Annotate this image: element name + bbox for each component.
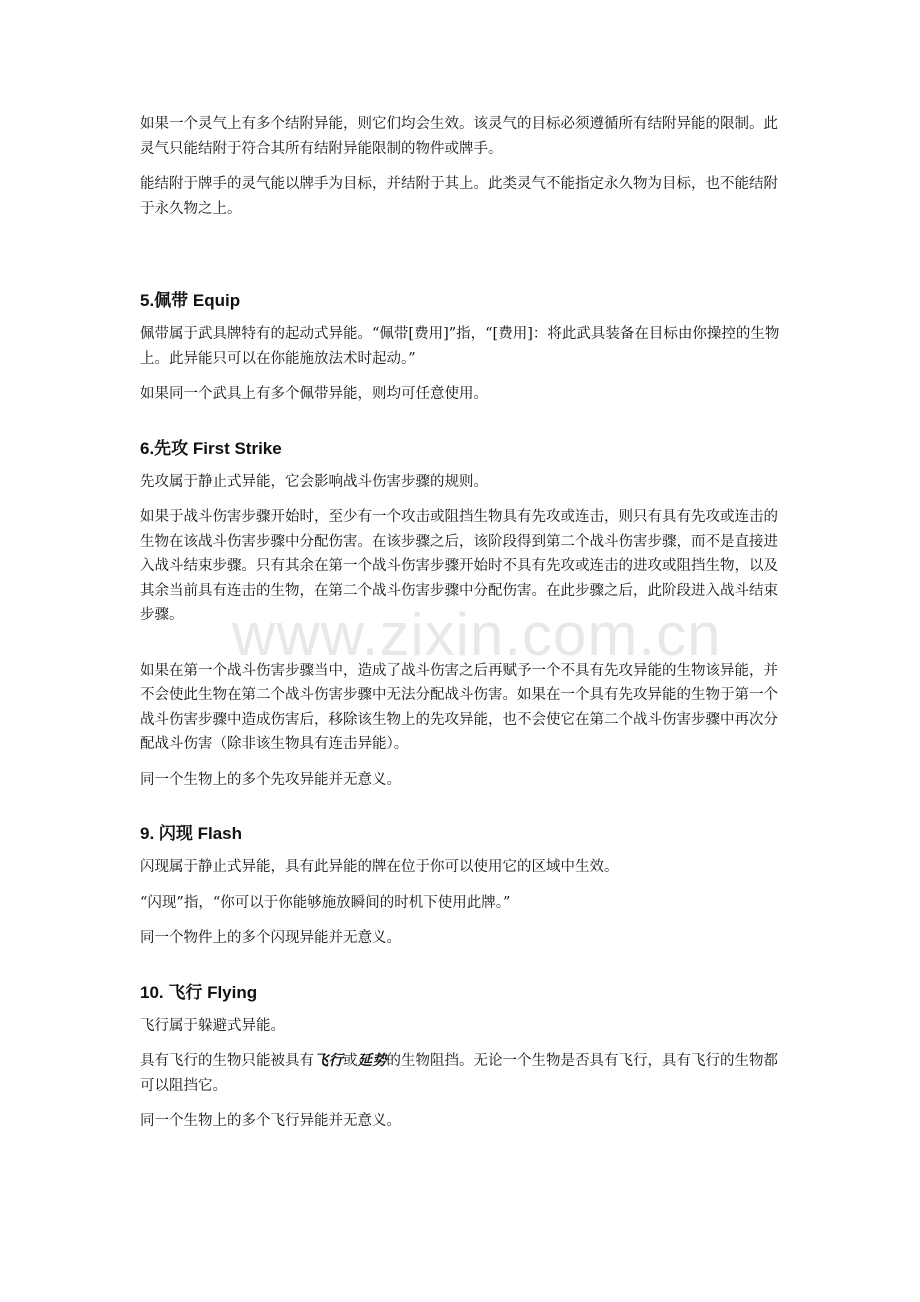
- first-strike-paragraph-4: 同一个生物上的多个先攻异能并无意义。: [140, 771, 401, 788]
- document-page: [140, 112, 788, 1145]
- spacer: [140, 962, 788, 982]
- section-first-strike: [140, 438, 788, 793]
- flying-paragraph-3: 同一个生物上的多个飞行异能并无意义。: [140, 1113, 401, 1129]
- watermark: www.zixin.com.cn: [232, 601, 722, 668]
- flash-paragraph-3: 同一个物件上的多个闪现异能并无意义。: [140, 930, 401, 946]
- first-strike-paragraph-3: 如果在第一个战斗伤害步骤当中，造成了战斗伤害之后再赋予一个不具有先攻异能的生物该异能，并不会使此生物在第二个战斗伤害步骤中无法分配战斗伤害。如果在一个具有先攻异能的生物于第一个战斗伤害步骤中造成伤害后，移除该生物上的先攻异能，也不会使它在第二个战斗伤害步骤中再次分配战斗伤害（除非该生物具有连击异能）。: [140, 662, 778, 752]
- equip-paragraph-1: 佩带属于武具牌特有的起动式异能。“佩带[费用]”指，“[费用]：将此武具装备在目标由你操控的生物上。此异能只可以在你能施放法术时起动。”: [140, 326, 780, 367]
- equip-paragraph-2: 如果同一个武具上有多个佩带异能，则均可任意使用。: [140, 386, 488, 402]
- first-strike-paragraph-2: 如果于战斗伤害步骤开始时，至少有一个攻击或阻挡生物具有先攻或连击，则只有具有先攻或连击的生物在该战斗伤害步骤中分配伤害。在该步骤之后，该阶段得到第二个战斗伤害步骤，而不是直接进入战斗结束步骤。只有其余在第一个战斗伤害步骤开始时不具有先攻或连击的进攻或阻挡生物，以及其余当前具有连击的生物，在第二个战斗伤害步骤中分配伤害。在此步骤之后，此阶段进入战斗结束步骤。: [140, 509, 778, 623]
- section-flash: [140, 823, 788, 951]
- flash-paragraph-1: 闪现属于静止式异能，具有此异能的牌在位于你可以使用它的区域中生效。: [140, 859, 619, 875]
- flying-emphasis-reach: 延势: [357, 1052, 387, 1069]
- intro-paragraph-2: 能结附于牌手的灵气能以牌手为目标，并结附于其上。此类灵气不能指定永久物为目标，也不能结附于永久物之上。: [140, 176, 778, 217]
- flying-paragraph-1: 飞行属于躲避式异能。: [140, 1017, 285, 1034]
- section-heading-flash: 9. 闪现 Flash: [140, 824, 243, 843]
- intro-paragraph-1: 如果一个灵气上有多个结附异能，则它们均会生效。该灵气的目标必须遵循所有结附异能的限制。此灵气只能结附于符合其所有结附异能限制的物件或牌手。: [140, 116, 778, 157]
- spacer: [140, 639, 788, 659]
- spacer: [140, 418, 788, 438]
- flying-emphasis-flying: 飞行: [314, 1052, 343, 1069]
- spacer: [140, 232, 788, 290]
- spacer: [140, 803, 788, 823]
- section-flying: [140, 982, 788, 1134]
- flying-text-after: 的生物阻挡。无论一个生物是否具有飞行，具有飞行的生物都可以阻挡它。: [140, 1053, 778, 1094]
- flying-text-or: 或: [343, 1053, 358, 1069]
- flying-text-before: 具有飞行的生物只能被具有: [140, 1053, 314, 1069]
- section-heading-flying: 10. 飞行 Flying: [140, 982, 258, 1002]
- flying-paragraph-2: [140, 1049, 788, 1098]
- section-heading-equip: 5.佩带 Equip: [140, 291, 241, 310]
- flash-paragraph-2: “闪现”指，“你可以于你能够施放瞬间的时机下使用此牌。”: [140, 894, 511, 911]
- section-heading-first-strike: 6.先攻 First Strike: [140, 438, 282, 458]
- first-strike-paragraph-1: 先攻属于静止式异能，它会影响战斗伤害步骤的规则。: [140, 473, 488, 490]
- section-equip: [140, 290, 788, 407]
